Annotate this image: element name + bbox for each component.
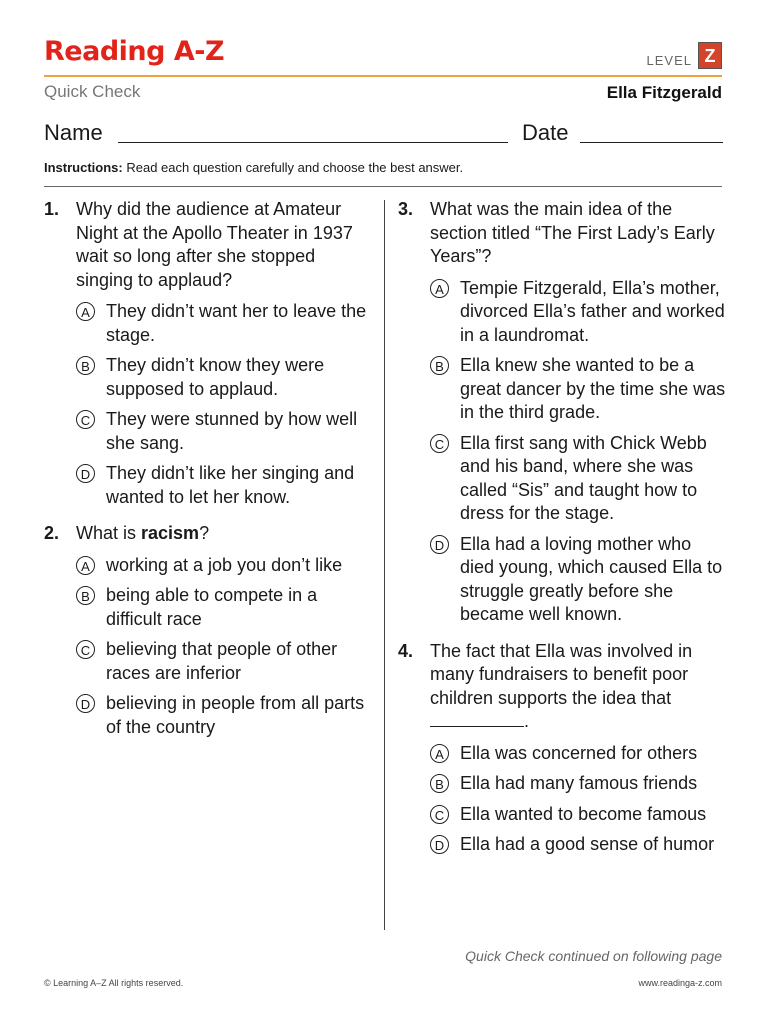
option-text: Ella had a loving mother who died young, which caused Ella to struggle greatly before she became well known.	[460, 533, 723, 624]
level-label: LEVEL	[646, 53, 692, 68]
column-divider	[384, 200, 385, 930]
instructions-divider	[44, 186, 722, 187]
question-number: 1.	[44, 199, 60, 219]
q4-option-a[interactable]	[398, 742, 728, 766]
q2-option-a[interactable]	[44, 554, 374, 578]
answer-bubble-d[interactable]: D	[430, 835, 449, 854]
option-text: believing in people from all parts of the country	[106, 693, 365, 737]
book-title: Ella Fitzgerald	[606, 83, 722, 102]
answer-bubble-d[interactable]: D	[430, 535, 449, 554]
instructions-text: Read each question carefully and choose the best answer.	[122, 160, 464, 175]
q1-option-a[interactable]	[44, 300, 374, 347]
option-text: They didn’t like her singing and wanted to let her know.	[106, 463, 355, 507]
q4-option-c[interactable]	[398, 803, 728, 827]
q2-option-b[interactable]	[44, 584, 374, 631]
answer-bubble-b[interactable]: B	[430, 774, 449, 793]
q4-option-b[interactable]	[398, 772, 728, 796]
answer-bubble-a[interactable]: A	[430, 744, 449, 763]
question-1	[44, 198, 374, 292]
answer-bubble-c[interactable]: C	[430, 434, 449, 453]
vocab-word: racism	[141, 523, 200, 543]
right-column	[398, 198, 728, 864]
answer-bubble-a[interactable]: A	[76, 302, 95, 321]
question-number: 3.	[398, 199, 414, 219]
option-text: believing that people of other races are inferior	[106, 639, 338, 683]
option-text: Ella first sang with Chick Webb and his band, where she was called “Sis” and taught how to dress for the stage.	[460, 432, 707, 523]
instructions	[44, 160, 463, 175]
q2-option-d[interactable]	[44, 692, 374, 739]
page-subtitle: Quick Check	[44, 82, 141, 101]
answer-blank	[430, 710, 524, 727]
question-4	[398, 640, 728, 734]
answer-bubble-b[interactable]: B	[430, 356, 449, 375]
option-text: Tempie Fitzgerald, Ella’s mother, divorced Ella’s father and worked in a laundromat.	[460, 277, 725, 345]
date-field[interactable]	[580, 142, 723, 143]
answer-bubble-c[interactable]: C	[430, 805, 449, 824]
q4-option-d[interactable]	[398, 833, 728, 857]
date-label: Date	[522, 120, 569, 145]
option-text: Ella knew she wanted to be a great dancer by the time she was in the third grade.	[460, 355, 726, 422]
option-text: They didn’t want her to leave the stage.	[106, 301, 367, 345]
answer-bubble-c[interactable]: C	[76, 410, 95, 429]
option-text: They didn’t know they were supposed to applaud.	[106, 355, 325, 399]
q3-option-a[interactable]	[398, 277, 728, 348]
q3-option-c[interactable]	[398, 432, 728, 526]
answer-bubble-d[interactable]: D	[76, 464, 95, 483]
q3-option-b[interactable]	[398, 354, 728, 425]
answer-bubble-c[interactable]: C	[76, 640, 95, 659]
q1-option-d[interactable]	[44, 462, 374, 509]
answer-bubble-b[interactable]: B	[76, 356, 95, 375]
option-text: Ella was concerned for others	[460, 742, 698, 763]
option-text: Ella had many famous friends	[460, 773, 698, 793]
option-text: working at a job you don’t like	[106, 554, 343, 575]
name-label: Name	[44, 120, 103, 145]
website-link[interactable]: www.readinga-z.com	[638, 978, 722, 988]
q3-option-d[interactable]	[398, 533, 728, 627]
q1-option-c[interactable]	[44, 408, 374, 455]
answer-bubble-d[interactable]: D	[76, 694, 95, 713]
name-field[interactable]	[118, 142, 508, 143]
answer-bubble-b[interactable]: B	[76, 586, 95, 605]
question-text: The fact that Ella was involved in many fundraisers to benefit poor children supports the idea that .	[430, 640, 693, 731]
option-text: Ella had a good sense of humor	[460, 834, 715, 854]
question-3	[398, 198, 728, 269]
question-text: What was the main idea of the section titled “The First Lady’s Early Years”?	[430, 199, 715, 266]
answer-bubble-a[interactable]: A	[430, 279, 449, 298]
left-column	[44, 198, 374, 746]
question-2	[44, 522, 374, 546]
instructions-label: Instructions:	[44, 160, 123, 175]
option-text: They were stunned by how well she sang.	[106, 409, 358, 453]
answer-bubble-a[interactable]: A	[76, 556, 95, 575]
question-text: Why did the audience at Amateur Night at the Apollo Theater in 1937 wait so long after she stopped singing to applaud?	[76, 199, 353, 290]
q1-option-b[interactable]	[44, 354, 374, 401]
q2-option-c[interactable]	[44, 638, 374, 685]
option-text: Ella wanted to become famous	[460, 803, 707, 824]
option-text: being able to compete in a difficult race	[106, 585, 318, 629]
reading-az-logo: Reading A-Z	[44, 36, 225, 67]
question-number: 2.	[44, 523, 60, 543]
continued-note: Quick Check continued on following page	[465, 948, 722, 964]
header-divider	[44, 75, 722, 77]
level-badge: Z	[698, 42, 722, 69]
question-text: What is racism?	[76, 523, 210, 543]
copyright: © Learning A–Z All rights reserved.	[44, 978, 184, 988]
question-number: 4.	[398, 640, 414, 661]
